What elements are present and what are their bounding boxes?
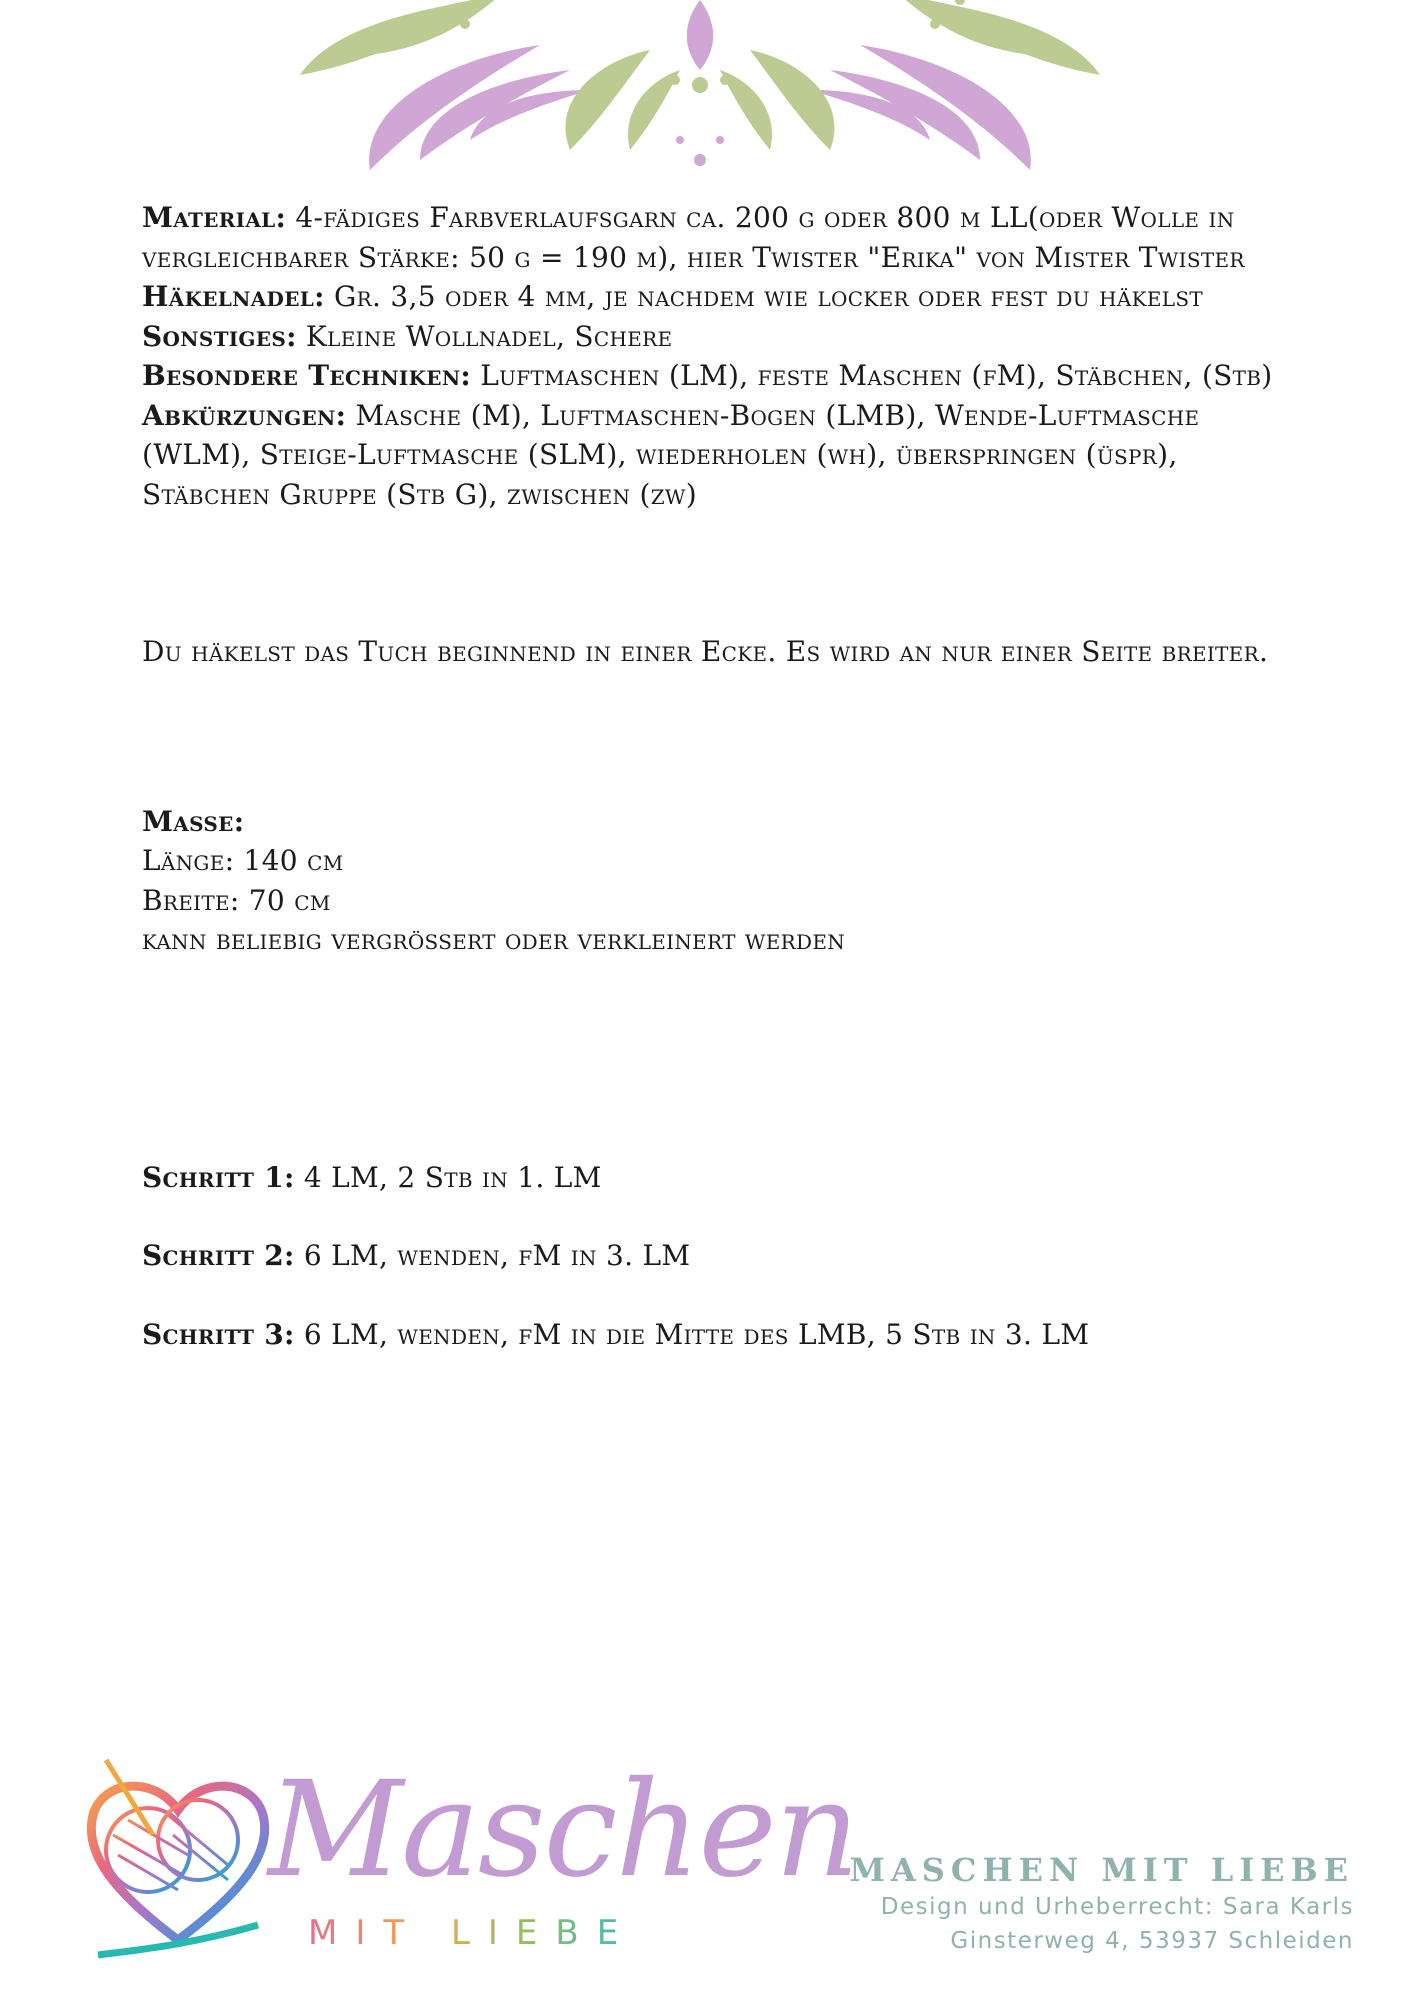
techniques-label: Besondere Techniken: — [142, 359, 472, 392]
step-text: 4 LM, 2 Stb in 1. LM — [303, 1160, 602, 1194]
pattern-content — [142, 198, 1292, 1354]
other-label: Sonstiges: — [142, 319, 297, 353]
step-1 — [142, 1158, 1292, 1198]
footer-brand: MASCHEN MIT LIEBE — [849, 1851, 1354, 1889]
step-3 — [142, 1315, 1292, 1355]
footer-address: Ginsterweg 4, 53937 Schleiden — [950, 1928, 1354, 1954]
techniques-text: Luftmaschen (LM), feste Maschen (fM), Stäbchen, (Stb) — [480, 359, 1273, 392]
footer-copyright: Design und Urheberrecht: Sara Karls — [880, 1894, 1354, 1920]
step-label: Schritt 3: — [142, 1317, 295, 1351]
brand-logo — [78, 1753, 858, 1965]
measurement-note: kann beliebig vergrössert oder verkleinert werden — [142, 923, 846, 956]
needle-text: Gr. 3,5 oder 4 mm, je nachdem wie locker oder fest du häkelst — [333, 280, 1203, 313]
step-text: 6 LM, wenden, fM in 3. LM — [303, 1239, 691, 1272]
measurement-width: Breite: 70 cm — [142, 883, 331, 917]
abbreviations-line — [142, 396, 1292, 515]
intro-text: Du häkelst das Tuch beginnend in einer Ecke. Es wird an nur einer Seite breiter. — [142, 635, 1269, 668]
abbreviations-label: Abkürzungen: — [142, 398, 347, 432]
needle-line — [142, 277, 1292, 317]
floral-ornament-icon — [270, 0, 1130, 180]
yarn-heart-icon — [78, 1755, 278, 1965]
other-text: Kleine Wollnadel, Schere — [305, 319, 673, 353]
footer-info — [850, 1850, 1354, 1958]
logo-wordmark: Maschen — [268, 1753, 858, 1907]
measurement-length: Länge: 140 cm — [142, 844, 344, 877]
logo-subtitle: MIT LIEBE — [308, 1913, 637, 1953]
measurements-label: Masse: — [142, 804, 245, 838]
abbreviations-text: Masche (M), Luftmaschen-Bogen (LMB), Wende-Luftmasche (WLM), Steige-Luftmasche (SLM), wiederholen (wh), überspringen (üspr), Stäbchen Gruppe (Stb G), zwischen (zw) — [142, 398, 1200, 511]
material-line — [142, 198, 1292, 277]
step-text: 6 LM, wenden, fM in die Mitte des LMB, 5 Stb in 3. LM — [303, 1317, 1090, 1351]
needle-label: Häkelnadel: — [142, 280, 325, 313]
step-label: Schritt 1: — [142, 1160, 295, 1194]
other-line — [142, 317, 1292, 357]
material-label: Material: — [142, 201, 287, 234]
step-label: Schritt 2: — [142, 1239, 295, 1272]
techniques-line — [142, 356, 1292, 396]
step-2 — [142, 1236, 1292, 1276]
material-text: 4-fädiges Farbverlaufsgarn ca. 200 g oder 800 m LL(oder Wolle in vergleichbarer Stärke: 50 g = 190 m), hier Twister "Erika" von Mister Twister — [142, 201, 1245, 274]
